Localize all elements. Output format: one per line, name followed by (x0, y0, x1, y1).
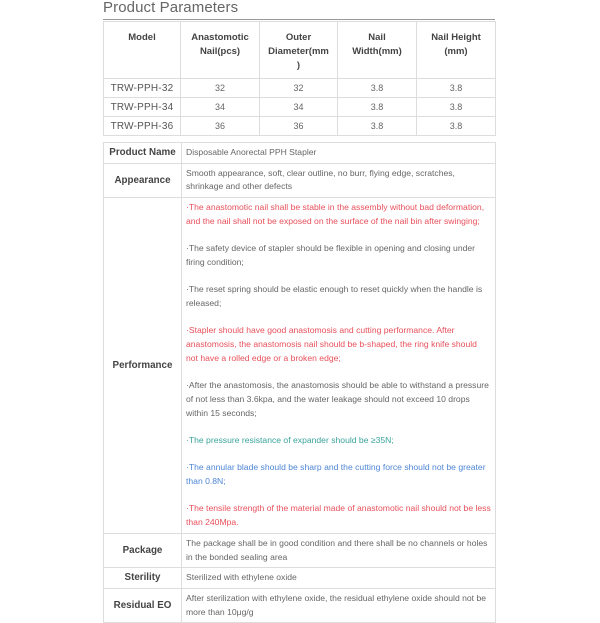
row-product-name (104, 143, 496, 164)
row-package (104, 533, 496, 567)
section-title: Product Parameters (103, 0, 239, 16)
label-product-name: Product Name (104, 143, 182, 164)
performance-item: ·Stapler should have good anastomosis and cutting performance. After anastomosis, the anastomosis nail should be b-shaped, the ring knife should not have a rolled edge or a broken edge; (186, 325, 477, 363)
performance-item: ·The annular blade should be sharp and the cutting force should not be greater than 0.8N; (186, 462, 486, 487)
cell-anastomotic-nail: 36 (181, 117, 260, 136)
label-performance: Performance (104, 198, 182, 534)
performance-item: ·The tensile strength of the material made of anastomotic nail should not be less than 240Mpa. (186, 503, 491, 528)
header-outer-diameter: Outer Diameter(mm ) (260, 22, 338, 79)
cell-outer-diameter: 36 (260, 117, 338, 136)
cell-nail-width: 3.8 (338, 98, 417, 117)
row-performance (104, 198, 496, 534)
cell-nail-height: 3.8 (417, 117, 496, 136)
header-model: Model (104, 22, 181, 79)
value-appearance: Smooth appearance, soft, clear outline, no burr, flying edge, scratches, shrinkage and other defects (182, 163, 496, 197)
cell-outer-diameter: 34 (260, 98, 338, 117)
value-performance (182, 198, 496, 534)
cell-model: TRW-PPH-32 (104, 79, 181, 98)
cell-nail-width: 3.8 (338, 79, 417, 98)
performance-item: ·The reset spring should be elastic enough to reset quickly when the handle is released; (186, 284, 483, 308)
cell-anastomotic-nail: 32 (181, 79, 260, 98)
spec-table (103, 21, 496, 136)
header-anastomotic-nail: Anastomotic Nail(pcs) (181, 22, 260, 79)
table-row (104, 117, 496, 136)
value-product-name: Disposable Anorectal PPH Stapler (182, 143, 496, 164)
table-row (104, 79, 496, 98)
cell-nail-width: 3.8 (338, 117, 417, 136)
performance-item: ·The safety device of stapler should be flexible in opening and closing under firing condition; (186, 243, 476, 267)
performance-item: ·The anastomotic nail shall be stable in the assembly without bad deformation, and the nail shall not be exposed on the surface of the nail bin after swinging; (186, 202, 485, 226)
label-package: Package (104, 533, 182, 567)
properties-table (103, 142, 496, 623)
label-sterility: Sterility (104, 568, 182, 589)
performance-item: ·The pressure resistance of expander should be ≥35N; (186, 434, 394, 445)
cell-nail-height: 3.8 (417, 98, 496, 117)
row-appearance (104, 163, 496, 197)
label-residual-eo: Residual EO (104, 588, 182, 622)
cell-model: TRW-PPH-36 (104, 117, 181, 136)
header-nail-height: Nail Height (mm) (417, 22, 496, 79)
table-row (104, 98, 496, 117)
value-sterility: Sterilized with ethylene oxide (182, 568, 496, 589)
row-residual-eo (104, 588, 496, 622)
cell-anastomotic-nail: 34 (181, 98, 260, 117)
header-nail-width: Nail Width(mm) (338, 22, 417, 79)
cell-nail-height: 3.8 (417, 79, 496, 98)
title-divider (103, 19, 495, 20)
cell-outer-diameter: 32 (260, 79, 338, 98)
row-sterility (104, 568, 496, 589)
cell-model: TRW-PPH-34 (104, 98, 181, 117)
performance-item: ·After the anastomosis, the anastomosis should be able to withstand a pressure of not less than 3.6kpa, and the water leakage should not exceed 10 drops within 15 seconds; (186, 380, 489, 418)
value-package: The package shall be in good condition and there shall be no channels or holes in the bonded sealing area (182, 533, 496, 567)
spec-table-header (104, 22, 496, 79)
label-appearance: Appearance (104, 163, 182, 197)
value-residual-eo: After sterilization with ethylene oxide, the residual ethylene oxide should not be more than 10μg/g (182, 588, 496, 622)
